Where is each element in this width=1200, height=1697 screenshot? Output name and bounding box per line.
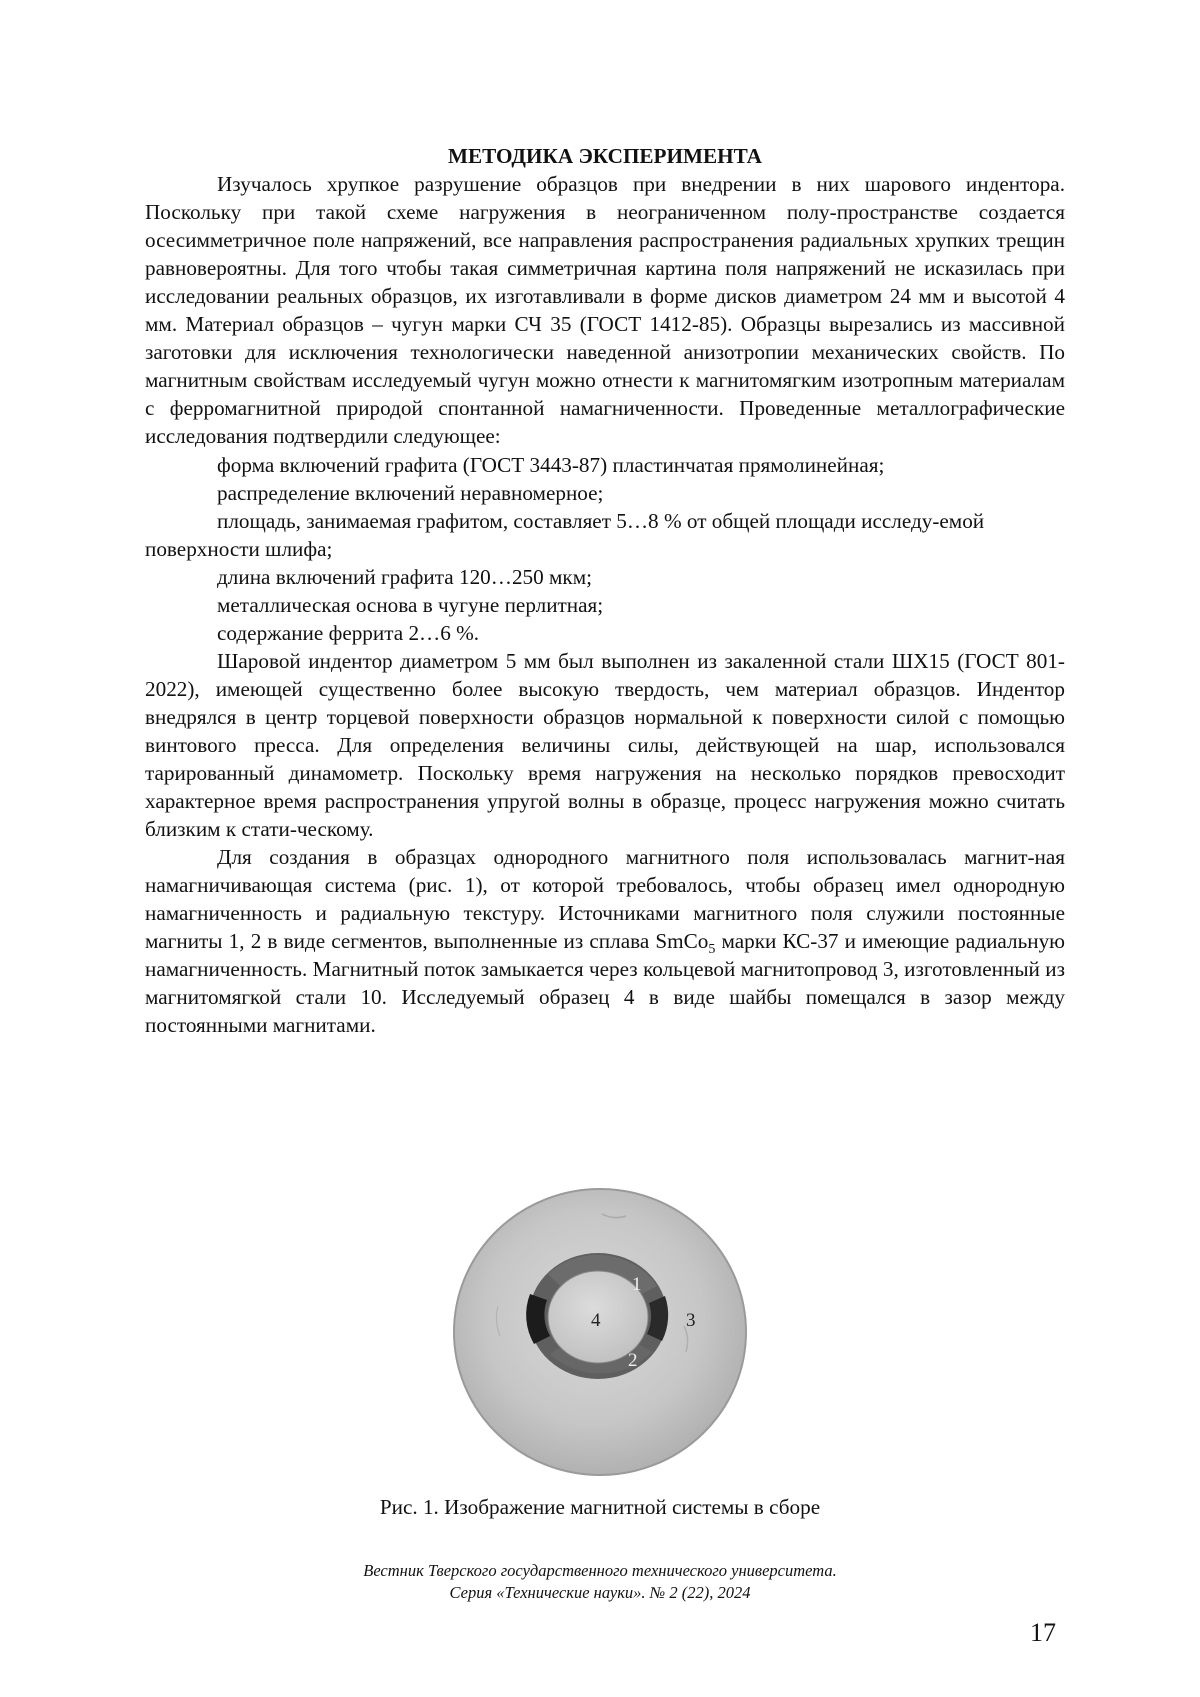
footer-series-issue: Серия «Технические науки». № 2 (22), 2024	[0, 1582, 1200, 1604]
paragraph-indenter: Шаровой индентор диаметром 5 мм был выполнен из закаленной стали ШХ15 (ГОСТ 801-2022), имеющей существенно более высокую твердость, чем материал образцов. Индентор внедрялся в центр торцевой поверхности образцов нормальной к поверхности силой с помощью винтового пресса. Для определения величины силы, действующей на шар, использовался тарированный динамометр. Поскольку время нагружения на несколько порядков превосходит характерное время распространения упругой волны в образце, процесс нагружения можно считать близким к стати-ческому.	[145, 647, 1065, 843]
article-body	[145, 142, 1065, 1040]
list-item: длина включений графита 120…250 мкм;	[145, 563, 1065, 591]
subscript-5: 5	[708, 943, 715, 958]
metallography-list	[145, 451, 1065, 647]
journal-footer	[0, 1560, 1200, 1604]
page-number: 17	[1030, 1618, 1056, 1648]
paragraph-magnetic-system	[145, 843, 1065, 1039]
label-yoke-3: 3	[686, 1310, 696, 1331]
paragraph-text-part: марки КС-37 и имеющие радиальную намагниченность. Магнитный поток замыкается через кольцевой магнитопровод 3, изготовленный из магнитомягкой стали 10. Исследуемый образец 4 в виде шайбы помещался в зазор между постоянными магнитами.	[145, 929, 1065, 1037]
list-item: распределение включений неравномерное;	[145, 479, 1065, 507]
list-item: форма включений графита (ГОСТ 3443-87) пластинчатая прямолинейная;	[145, 451, 1065, 479]
paragraph-text-part: Для создания в образцах однородного магнитного поля использовалась магнит-ная намагничивающая система (рис. 1), от которой требовалось, чтобы образец имел однородную намагниченность и радиальную текстуру. Источниками магнитного поля служили постоянные магниты 1, 2 в виде сегментов, выполненные из сплава SmCo	[145, 845, 1065, 953]
list-item: площадь, занимаемая графитом, составляет 5…8 % от общей площади исследу-емой поверхности шлифа;	[145, 507, 1065, 563]
label-magnet-2: 2	[628, 1350, 638, 1371]
list-item: металлическая основа в чугуне перлитная;	[145, 591, 1065, 619]
section-title: МЕТОДИКА ЭКСПЕРИМЕНТА	[145, 142, 1065, 170]
footer-journal-name: Вестник Тверского государственного технического университета.	[0, 1560, 1200, 1582]
paragraph-intro: Изучалось хрупкое разрушение образцов при внедрении в них шарового индентора. Поскольку при такой схеме нагружения в неограниченном полу-пространстве создается осесимметричное поле напряжений, все направления распространения радиальных хрупких трещин равновероятны. Для того чтобы такая симметричная картина поля напряжений не исказилась при исследовании реальных образцов, их изготавливали в форме дисков диаметром 24 мм и высотой 4 мм. Материал образцов – чугун марки СЧ 35 (ГОСТ 1412-85). Образцы вырезались из массивной заготовки для исключения технологически наведенной анизотропии механических свойств. По магнитным свойствам исследуемый чугун можно отнести к магнитомягким изотропным материалам с ферромагнитной природой спонтанной намагниченности. Проведенные металлографические исследования подтвердили следующее:	[145, 170, 1065, 450]
magnetic-system-photo	[452, 1186, 748, 1478]
figure-caption: Рис. 1. Изображение магнитной системы в сборе	[0, 1495, 1200, 1520]
label-magnet-1: 1	[632, 1274, 642, 1295]
figure-magnetic-system	[452, 1186, 748, 1478]
label-sample-4: 4	[591, 1310, 601, 1331]
list-item: содержание феррита 2…6 %.	[145, 619, 1065, 647]
